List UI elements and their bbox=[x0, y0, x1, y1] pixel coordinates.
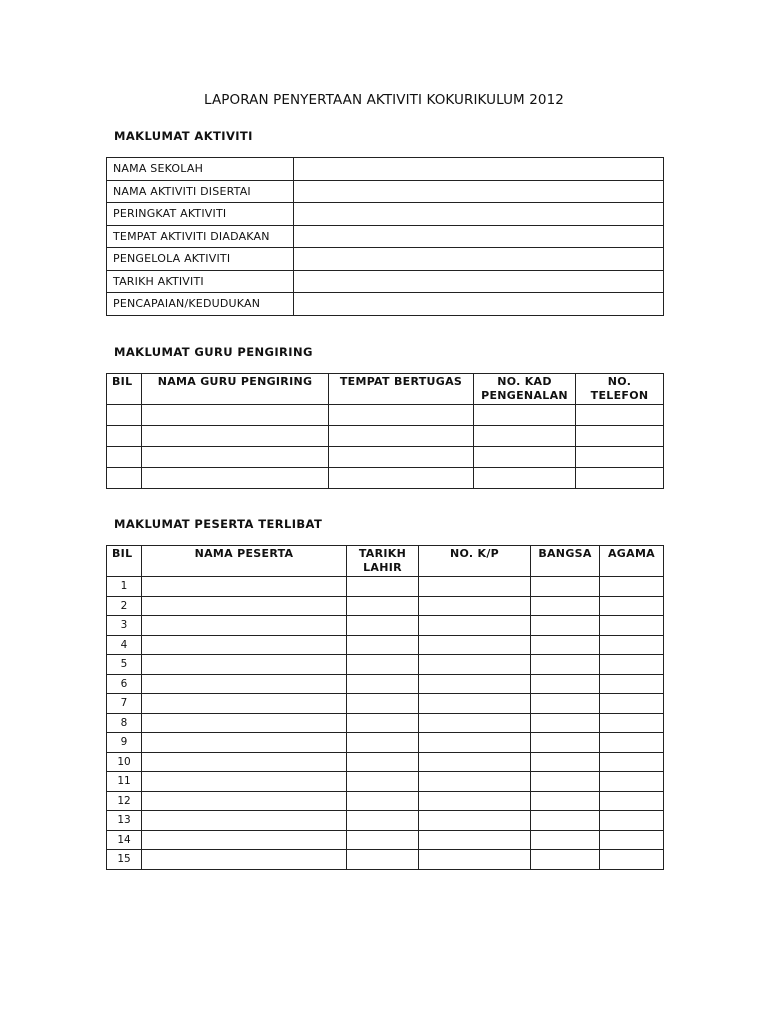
column-header-bangsa: BANGSA bbox=[531, 546, 600, 577]
cell-nama[interactable] bbox=[142, 694, 347, 714]
cell-bangsa[interactable] bbox=[531, 616, 600, 636]
info-value-cell[interactable] bbox=[294, 158, 664, 181]
header-line: NO. KAD bbox=[497, 375, 552, 388]
cell-tempat[interactable] bbox=[329, 447, 474, 468]
cell-nama[interactable] bbox=[142, 596, 347, 616]
cell-bangsa[interactable] bbox=[531, 655, 600, 675]
info-label: TEMPAT AKTIVITI DIADAKAN bbox=[107, 225, 294, 248]
info-value-cell[interactable] bbox=[294, 180, 664, 203]
teacher-table bbox=[106, 373, 664, 489]
cell-telefon[interactable] bbox=[576, 447, 664, 468]
table-row bbox=[107, 791, 664, 811]
table-row bbox=[107, 468, 664, 489]
cell-nama[interactable] bbox=[142, 733, 347, 753]
info-label: NAMA SEKOLAH bbox=[107, 158, 294, 181]
cell-kp[interactable] bbox=[419, 596, 531, 616]
table-row bbox=[107, 447, 664, 468]
row-number: 12 bbox=[107, 791, 142, 811]
cell-bangsa[interactable] bbox=[531, 694, 600, 714]
table-header-row bbox=[107, 546, 664, 577]
cell-bil[interactable] bbox=[107, 447, 142, 468]
table-row bbox=[107, 635, 664, 655]
cell-tarikh[interactable] bbox=[347, 713, 419, 733]
row-number: 4 bbox=[107, 635, 142, 655]
column-header-no-telefon bbox=[576, 374, 664, 405]
cell-tarikh[interactable] bbox=[347, 655, 419, 675]
cell-nama[interactable] bbox=[142, 426, 329, 447]
column-header-agama: AGAMA bbox=[600, 546, 664, 577]
column-header-no-kp: NO. K/P bbox=[419, 546, 531, 577]
row-number: 11 bbox=[107, 772, 142, 792]
row-number: 7 bbox=[107, 694, 142, 714]
table-row bbox=[107, 616, 664, 636]
info-value-cell[interactable] bbox=[294, 293, 664, 316]
cell-bangsa[interactable] bbox=[531, 596, 600, 616]
cell-nama[interactable] bbox=[142, 616, 347, 636]
cell-tarikh[interactable] bbox=[347, 830, 419, 850]
cell-agama[interactable] bbox=[600, 655, 664, 675]
cell-nama[interactable] bbox=[142, 791, 347, 811]
table-row bbox=[107, 270, 664, 293]
table-row bbox=[107, 733, 664, 753]
cell-kp[interactable] bbox=[419, 713, 531, 733]
table-row bbox=[107, 180, 664, 203]
cell-bil[interactable] bbox=[107, 405, 142, 426]
cell-kp[interactable] bbox=[419, 752, 531, 772]
row-number: 5 bbox=[107, 655, 142, 675]
table-header-row bbox=[107, 374, 664, 405]
cell-bil[interactable] bbox=[107, 468, 142, 489]
info-label: NAMA AKTIVITI DISERTAI bbox=[107, 180, 294, 203]
cell-bangsa[interactable] bbox=[531, 850, 600, 870]
table-row bbox=[107, 772, 664, 792]
column-header-bil: BIL bbox=[107, 374, 142, 405]
cell-nama[interactable] bbox=[142, 577, 347, 597]
cell-bangsa[interactable] bbox=[531, 772, 600, 792]
row-number: 8 bbox=[107, 713, 142, 733]
cell-agama[interactable] bbox=[600, 791, 664, 811]
activity-section-heading: MAKLUMAT AKTIVITI bbox=[114, 129, 253, 143]
row-number: 1 bbox=[107, 577, 142, 597]
cell-kp[interactable] bbox=[419, 791, 531, 811]
cell-agama[interactable] bbox=[600, 577, 664, 597]
cell-kad[interactable] bbox=[474, 405, 576, 426]
table-row bbox=[107, 694, 664, 714]
cell-kp[interactable] bbox=[419, 694, 531, 714]
cell-tarikh[interactable] bbox=[347, 752, 419, 772]
cell-tarikh[interactable] bbox=[347, 596, 419, 616]
cell-tempat[interactable] bbox=[329, 405, 474, 426]
cell-agama[interactable] bbox=[600, 811, 664, 831]
cell-bangsa[interactable] bbox=[531, 674, 600, 694]
participants-table bbox=[106, 545, 664, 870]
cell-kp[interactable] bbox=[419, 635, 531, 655]
cell-tarikh[interactable] bbox=[347, 772, 419, 792]
cell-tarikh[interactable] bbox=[347, 791, 419, 811]
table-row bbox=[107, 674, 664, 694]
cell-nama[interactable] bbox=[142, 447, 329, 468]
cell-tarikh[interactable] bbox=[347, 850, 419, 870]
row-number: 3 bbox=[107, 616, 142, 636]
cell-kp[interactable] bbox=[419, 733, 531, 753]
cell-agama[interactable] bbox=[600, 733, 664, 753]
cell-bangsa[interactable] bbox=[531, 811, 600, 831]
row-number: 15 bbox=[107, 850, 142, 870]
participants-section-heading: MAKLUMAT PESERTA TERLIBAT bbox=[114, 517, 323, 531]
cell-bangsa[interactable] bbox=[531, 577, 600, 597]
cell-nama[interactable] bbox=[142, 850, 347, 870]
cell-agama[interactable] bbox=[600, 830, 664, 850]
cell-kp[interactable] bbox=[419, 674, 531, 694]
table-row bbox=[107, 426, 664, 447]
cell-nama[interactable] bbox=[142, 713, 347, 733]
table-row bbox=[107, 811, 664, 831]
cell-telefon[interactable] bbox=[576, 405, 664, 426]
cell-tarikh[interactable] bbox=[347, 577, 419, 597]
cell-kp[interactable] bbox=[419, 577, 531, 597]
cell-agama[interactable] bbox=[600, 713, 664, 733]
cell-agama[interactable] bbox=[600, 772, 664, 792]
row-number: 14 bbox=[107, 830, 142, 850]
teacher-section-heading: MAKLUMAT GURU PENGIRING bbox=[114, 345, 313, 359]
info-label: PENGELOLA AKTIVITI bbox=[107, 248, 294, 271]
row-number: 10 bbox=[107, 752, 142, 772]
cell-nama[interactable] bbox=[142, 635, 347, 655]
cell-nama[interactable] bbox=[142, 405, 329, 426]
row-number: 2 bbox=[107, 596, 142, 616]
table-row bbox=[107, 830, 664, 850]
cell-kad[interactable] bbox=[474, 447, 576, 468]
row-number: 9 bbox=[107, 733, 142, 753]
row-number: 13 bbox=[107, 811, 142, 831]
cell-agama[interactable] bbox=[600, 635, 664, 655]
cell-bangsa[interactable] bbox=[531, 752, 600, 772]
table-row bbox=[107, 655, 664, 675]
column-header-bil: BIL bbox=[107, 546, 142, 577]
participant-rows bbox=[107, 577, 664, 870]
column-header-tarikh-lahir bbox=[347, 546, 419, 577]
cell-bil[interactable] bbox=[107, 426, 142, 447]
info-value-cell[interactable] bbox=[294, 203, 664, 226]
table-row bbox=[107, 577, 664, 597]
cell-tarikh[interactable] bbox=[347, 694, 419, 714]
row-number: 6 bbox=[107, 674, 142, 694]
header-line: TARIKH bbox=[358, 547, 407, 560]
cell-bangsa[interactable] bbox=[531, 830, 600, 850]
column-header-nama-guru: NAMA GURU PENGIRING bbox=[142, 374, 329, 405]
table-row bbox=[107, 713, 664, 733]
cell-nama[interactable] bbox=[142, 674, 347, 694]
cell-bangsa[interactable] bbox=[531, 713, 600, 733]
cell-kp[interactable] bbox=[419, 830, 531, 850]
table-row bbox=[107, 203, 664, 226]
cell-tarikh[interactable] bbox=[347, 635, 419, 655]
header-line: TELEFON bbox=[590, 389, 649, 402]
cell-kad[interactable] bbox=[474, 426, 576, 447]
column-header-tempat-bertugas: TEMPAT BERTUGAS bbox=[329, 374, 474, 405]
info-label: PERINGKAT AKTIVITI bbox=[107, 203, 294, 226]
table-row bbox=[107, 158, 664, 181]
cell-agama[interactable] bbox=[600, 752, 664, 772]
table-row bbox=[107, 293, 664, 316]
cell-agama[interactable] bbox=[600, 596, 664, 616]
table-row bbox=[107, 752, 664, 772]
cell-nama[interactable] bbox=[142, 772, 347, 792]
info-value-cell[interactable] bbox=[294, 225, 664, 248]
info-value-cell[interactable] bbox=[294, 270, 664, 293]
cell-telefon[interactable] bbox=[576, 426, 664, 447]
cell-nama[interactable] bbox=[142, 752, 347, 772]
cell-tarikh[interactable] bbox=[347, 811, 419, 831]
cell-agama[interactable] bbox=[600, 850, 664, 870]
cell-nama[interactable] bbox=[142, 830, 347, 850]
cell-tempat[interactable] bbox=[329, 426, 474, 447]
info-label: PENCAPAIAN/KEDUDUKAN bbox=[107, 293, 294, 316]
cell-tarikh[interactable] bbox=[347, 674, 419, 694]
column-header-no-kad-pengenalan bbox=[474, 374, 576, 405]
table-row bbox=[107, 596, 664, 616]
cell-kp[interactable] bbox=[419, 850, 531, 870]
cell-agama[interactable] bbox=[600, 674, 664, 694]
cell-nama[interactable] bbox=[142, 811, 347, 831]
cell-kp[interactable] bbox=[419, 616, 531, 636]
cell-bangsa[interactable] bbox=[531, 635, 600, 655]
cell-nama[interactable] bbox=[142, 468, 329, 489]
cell-kad[interactable] bbox=[474, 468, 576, 489]
info-label: TARIKH AKTIVITI bbox=[107, 270, 294, 293]
table-row bbox=[107, 405, 664, 426]
cell-agama[interactable] bbox=[600, 694, 664, 714]
header-line: LAHIR bbox=[363, 561, 402, 574]
cell-tempat[interactable] bbox=[329, 468, 474, 489]
activity-info-rows bbox=[107, 158, 664, 316]
column-header-nama-peserta: NAMA PESERTA bbox=[142, 546, 347, 577]
cell-bangsa[interactable] bbox=[531, 791, 600, 811]
table-row bbox=[107, 850, 664, 870]
header-line: NO. bbox=[607, 375, 632, 388]
cell-kp[interactable] bbox=[419, 655, 531, 675]
info-value-cell[interactable] bbox=[294, 248, 664, 271]
cell-tarikh[interactable] bbox=[347, 616, 419, 636]
header-line: PENGENALAN bbox=[481, 389, 568, 402]
activity-info-table bbox=[106, 157, 664, 316]
table-row bbox=[107, 248, 664, 271]
cell-bangsa[interactable] bbox=[531, 733, 600, 753]
table-row bbox=[107, 225, 664, 248]
cell-nama[interactable] bbox=[142, 655, 347, 675]
cell-tarikh[interactable] bbox=[347, 733, 419, 753]
document-title: LAPORAN PENYERTAAN AKTIVITI KOKURIKULUM 2012 bbox=[204, 92, 564, 108]
cell-kp[interactable] bbox=[419, 772, 531, 792]
cell-agama[interactable] bbox=[600, 616, 664, 636]
cell-telefon[interactable] bbox=[576, 468, 664, 489]
cell-kp[interactable] bbox=[419, 811, 531, 831]
